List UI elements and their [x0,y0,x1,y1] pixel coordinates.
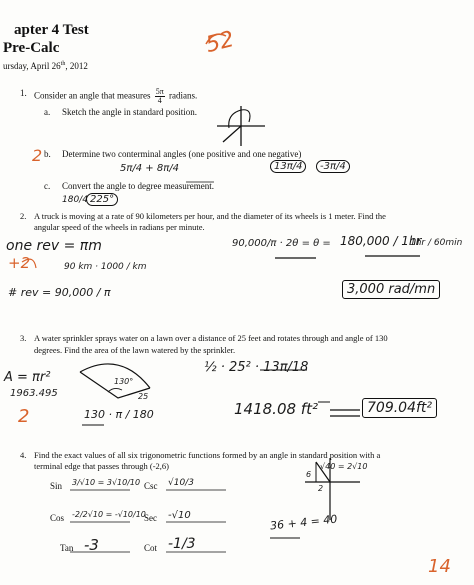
q3-sketch-radius: 25 [138,392,149,401]
test-title: apter 4 Test [14,22,89,38]
q1-prompt: Consider an angle that measures $\frac{5\pi}{4}$ radians. [34,87,198,105]
q2-work-rev: one rev = πm [6,238,102,254]
sec-label: Sec [144,513,157,523]
q3-work-full-area: 1418.08 ft² [234,400,318,418]
csc-value: √10/3 [168,478,194,488]
tan-label: Tan [60,543,74,553]
q2-answer-box: 3,000 rad/mn [342,280,440,299]
q4-graph-hypotenuse: √40 = 2√10 [320,462,368,471]
q3-answer-box: 709.04ft² [362,398,437,418]
q1c-answer: 225° [86,193,118,206]
q1-number: 1. [20,88,27,98]
q4-number: 4. [20,450,27,460]
q3-sketch-angle: 130° [114,377,134,386]
q1c-text: Convert the angle to degree measurement. [62,181,214,191]
q3-prompt-line1: A water sprinkler sprays water on a lawn over a distance of 25 feet and rotates through and angle of 130 [34,333,388,343]
q3-number: 3. [20,333,27,343]
total-score: 52 [203,26,237,59]
q1b-answer-negative: -3π/4 [316,160,350,173]
q2-number: 2. [20,211,27,221]
q1c-label: c. [44,181,51,191]
sin-label: Sin [50,481,63,491]
q2-work-per-hour: 180,000 / 1hr [340,234,422,248]
cot-value: -1/3 [168,536,196,552]
course-title: Pre-Calc [3,40,60,56]
q2-prompt-line2: angular speed of the wheels in radians per minute. [34,222,205,232]
q2-work-conversion: 90 km · 1000 / km [64,262,147,272]
q3-mark: 2 [18,406,30,427]
q2-work-theta: 90,000/π · 2θ = θ = [232,238,331,249]
q4-graph-two: 2 [318,484,324,493]
q1a-label: a. [44,107,51,117]
q4-side-work: 36 + 4 = 40 [269,512,338,533]
sin-value: 3/√10 = 3√10/10 [72,478,141,487]
test-date: ursday, April 26th, 2012 [3,61,88,71]
tan-value: -3 [84,536,99,554]
cot-label: Cot [144,543,158,553]
q1b-label: b. [44,149,51,159]
q3-work-area-formula: A = πr² [4,370,51,385]
q1c-work: 180/4 [62,195,88,205]
q2-prompt-line1: A truck is moving at a rate of 90 kilometers per hour, and the diameter of its wheels is 1 meter. Find the [34,211,386,221]
q2-mark: +2 [8,254,31,272]
cos-value: -2/2√10 = -√10/10 [72,510,146,519]
q2-work-revolutions: # rev = 90,000 / π [8,286,111,299]
q2-work-hour-minute: 1hr / 60min [410,238,463,248]
q4-graph-six: 6 [306,470,312,479]
q1b-work: 5π/4 + 8π/4 [120,163,179,174]
csc-label: Csc [144,481,158,491]
q1b-mark: 2 [32,146,43,165]
page-score: 14 [428,556,451,577]
q1b-text: Determine two conterminal angles (one positive and one negative) [62,149,302,159]
q1a-text: Sketch the angle in standard position. [62,107,197,117]
q3-work-area-value: 1963.495 [10,388,58,399]
cos-label: Cos [50,513,65,523]
sec-value: -√10 [168,510,191,521]
q3-prompt-line2: degrees. Find the area of the lawn watered by the sprinkler. [34,345,236,355]
q4-prompt-line2: terminal edge that passes through (-2,6) [34,461,170,471]
q3-work-radians: 130 · π / 180 [84,408,154,421]
q1b-answer-positive: 13π/4 [270,160,306,173]
q3-work-sector: ½ · 25² · 13π/18 [204,360,309,375]
q1-angle-fraction: $\frac{5\pi}{4}$ [155,87,164,105]
q4-prompt-line1: Find the exact values of all six trigonometric functions formed by an angle in standard position with a [34,450,381,460]
